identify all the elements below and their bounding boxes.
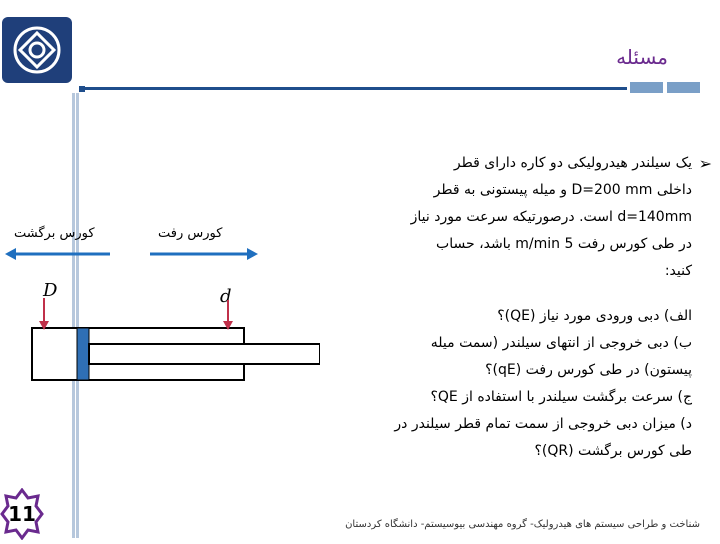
question-d: د) میزان دبی خروجی از سمت تمام قطر سیلندر در [394,416,692,432]
label-bore-D: D [43,280,58,301]
problem-text [330,150,710,465]
forward-arrow-head [247,248,258,260]
intro-line: در طی کورس رفت 5 m/min باشد، حساب [436,236,692,252]
label-rod-d: d [220,286,232,307]
question-d-cont: طی کورس برگشت (QR)؟ [534,443,692,459]
page-title: مسئله [616,45,668,69]
arrow-bullet-icon: ➢ [698,154,712,173]
header-block-left [630,82,663,93]
logo [2,17,72,83]
intro-line: یک سیلندر هیدرولیکی دو کاره دارای قطر [453,155,692,171]
intro-line: داخلی D=200 mm و میله پیستونی به قطر [433,182,692,198]
question-c: ج) سرعت برگشت سیلندر با استفاده از QE؟ [430,389,692,405]
question-b-cont: پیستون) در طی کورس رفت (qE)؟ [485,362,692,378]
question-b: ب) دبی خروجی از انتهای سیلندر (سمت میله [430,335,692,351]
header-divider-node [79,86,85,92]
page-number-badge [0,488,44,540]
return-arrow-head [5,248,16,260]
label-return-stroke: کورس برگشت [14,226,95,241]
university-logo-icon [12,25,62,75]
page-number: 11 [8,502,36,526]
intro-line: d=140mm است. درصورتیکه سرعت مورد نیاز [410,209,692,225]
cylinder-svg [0,200,320,420]
header-block-right [667,82,700,93]
piston [77,328,89,380]
question-a: الف) دبی ورودی مورد نیاز (QE)؟ [497,308,692,324]
header-divider [80,87,627,90]
cylinder-diagram [0,200,320,420]
piston-rod [89,344,320,364]
footer-text: شناخت و طراحی سیستم های هیدرولیک- گروه مهندسی بیوسیستم- دانشگاه کردستان [345,519,700,530]
intro-line: کنید: [664,263,692,279]
label-forward-stroke: کورس رفت [158,226,223,241]
